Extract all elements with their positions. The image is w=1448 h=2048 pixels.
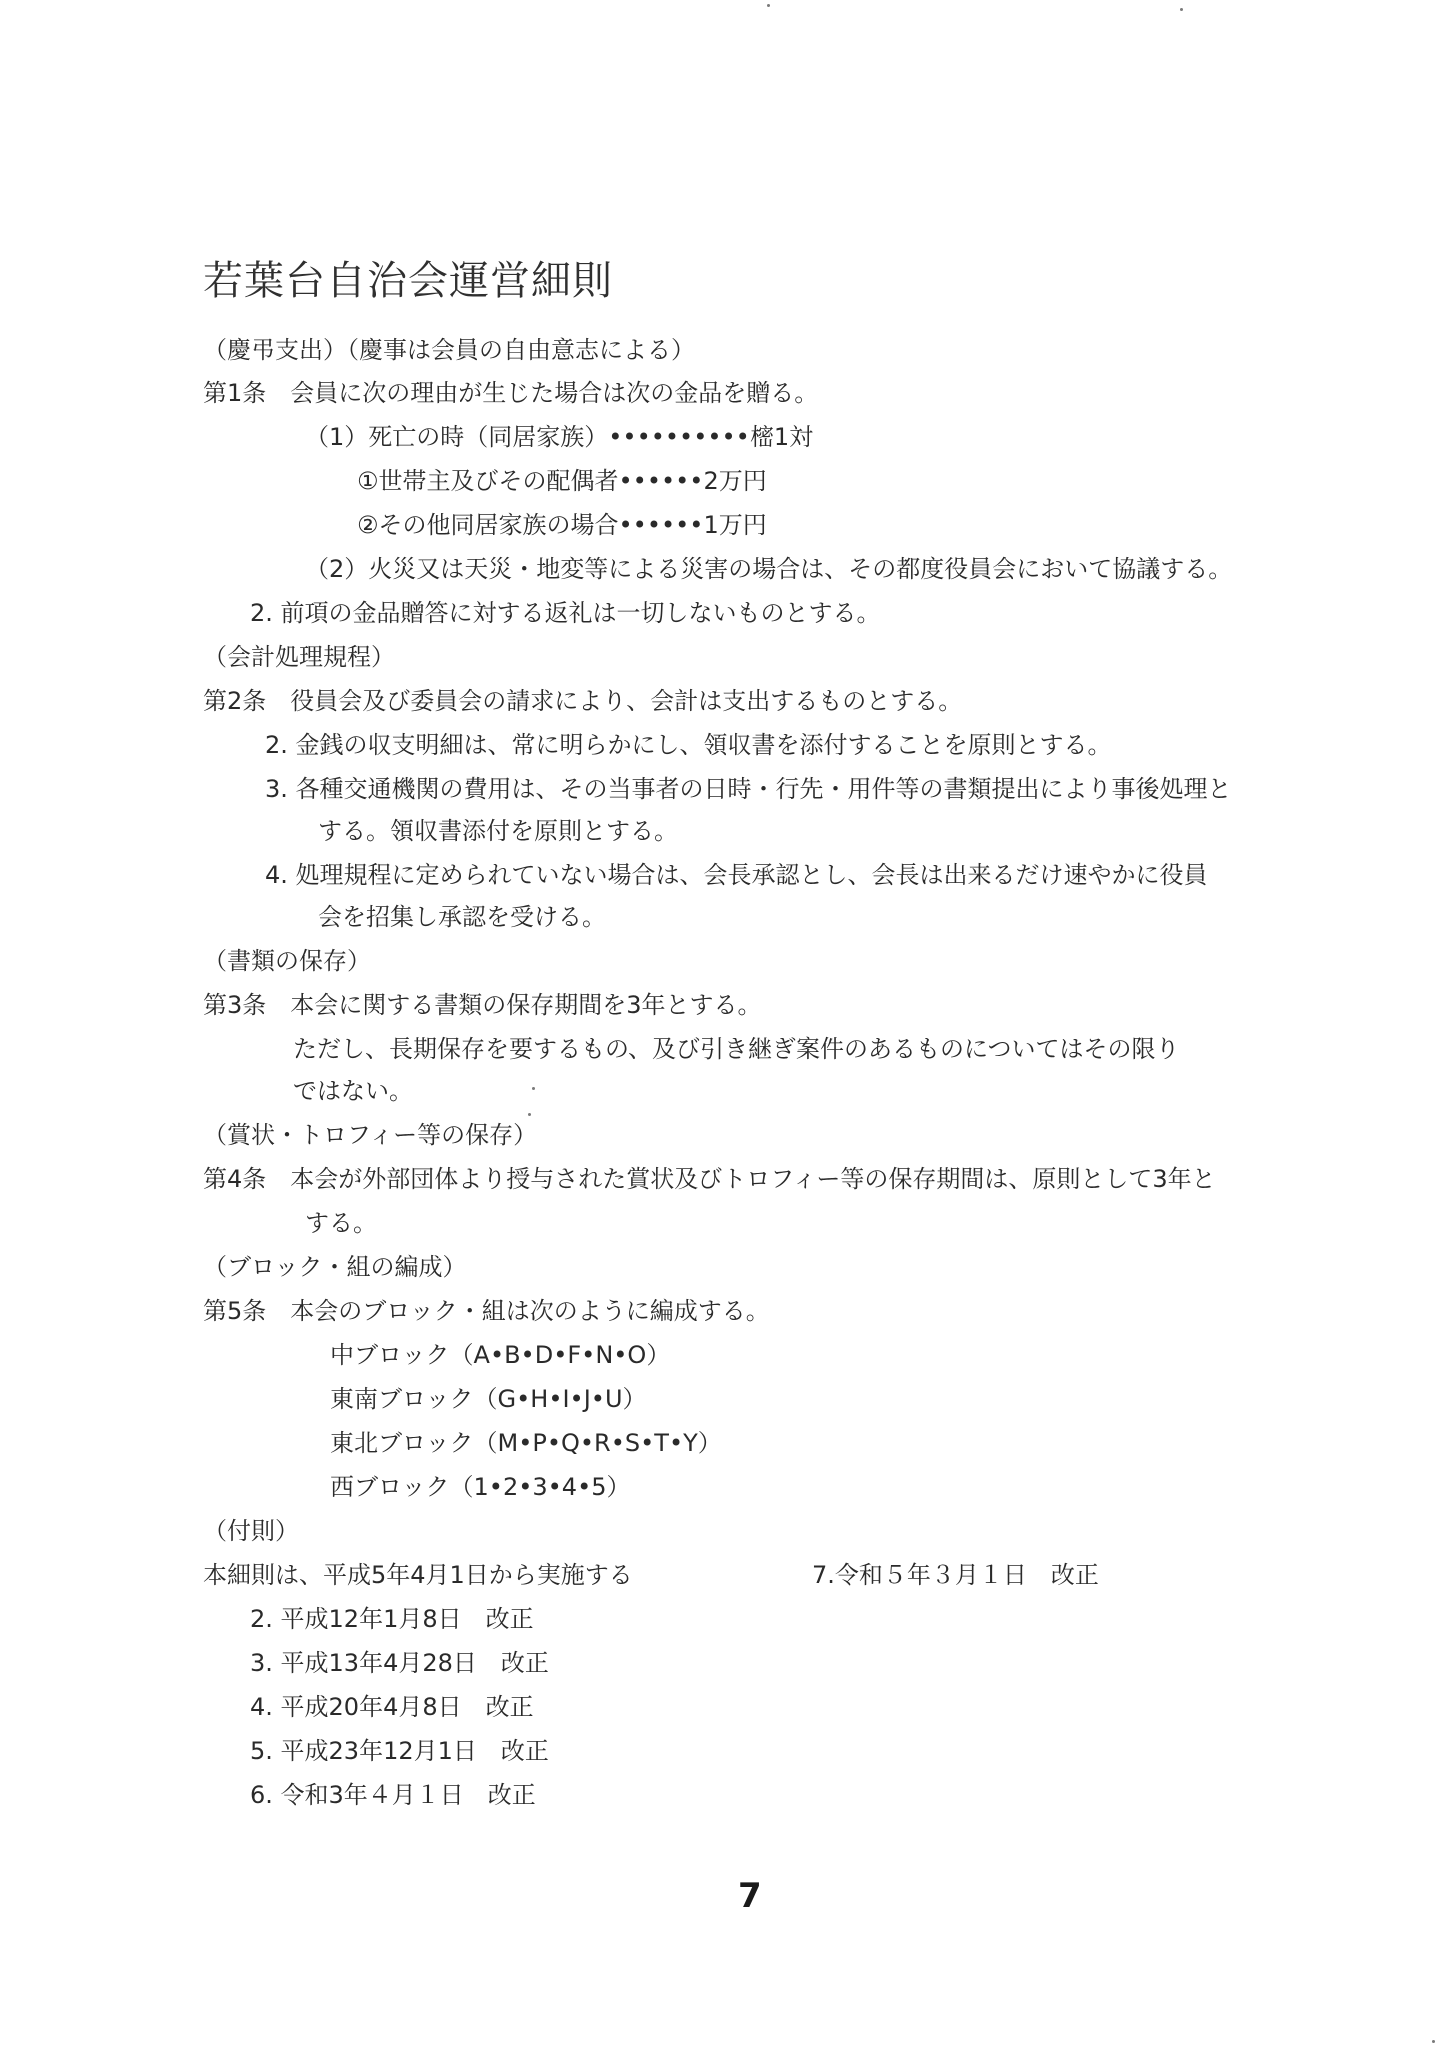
article-1-item-1-sub-2: ②その他同居家族の場合••••••1万円 [357, 511, 767, 539]
article-2-para-4: 4. 処理規程に定められていない場合は、会長承認とし、会長は出来るだけ速やかに役員 [265, 861, 1208, 889]
revision-3: 3. 平成13年4月28日 改正 [250, 1649, 549, 1677]
article-1-item-1-sub-1: ①世帯主及びその配偶者••••••2万円 [357, 467, 767, 495]
revision-5: 5. 平成23年12月1日 改正 [250, 1737, 549, 1765]
article-2: 第2条 役員会及び委員会の請求により、会計は支出するものとする。 [203, 687, 963, 715]
scan-speck [1180, 8, 1183, 11]
section-heading-documents: （書類の保存） [203, 947, 371, 975]
article-2-para-4-cont: 会を招集し承認を受ける。 [318, 903, 606, 931]
section-heading-supplementary: （付則） [203, 1517, 299, 1545]
revision-6: 6. 令和3年４月１日 改正 [250, 1781, 536, 1809]
article-4: 第4条 本会が外部団体より授与された賞状及びトロフィー等の保存期間は、原則として3年と [203, 1165, 1216, 1193]
block-west: 西ブロック（1•2•3•4•5） [330, 1473, 631, 1501]
section-heading-accounting: （会計処理規程） [203, 643, 395, 671]
article-1-item-2: （2）火災又は天災・地変等による災害の場合は、その都度役員会において協議する。 [305, 555, 1233, 583]
document-title: 若葉台自治会運営細則 [203, 258, 613, 304]
page-number: 7 [738, 1876, 762, 1916]
scan-speck [1432, 2040, 1435, 2043]
scan-speck [528, 1113, 531, 1116]
revision-7: 7.令和５年３月１日 改正 [812, 1561, 1099, 1589]
article-3-proviso-cont: ではない。 [293, 1077, 413, 1105]
article-1-item-1: （1）死亡の時（同居家族）••••••••••樒1対 [305, 423, 814, 451]
block-southeast: 東南ブロック（G•H•I•J•U） [330, 1385, 647, 1413]
article-3-proviso: ただし、長期保存を要するもの、及び引き継ぎ案件のあるものについてはその限り [293, 1035, 1180, 1063]
article-1-para-2: 2. 前項の金品贈答に対する返礼は一切しないものとする。 [250, 599, 881, 627]
article-1: 第1条 会員に次の理由が生じた場合は次の金品を贈る。 [203, 379, 819, 407]
supplementary-effective: 本細則は、平成5年4月1日から実施する [203, 1561, 633, 1589]
revision-2: 2. 平成12年1月8日 改正 [250, 1605, 534, 1633]
article-5: 第5条 本会のブロック・組は次のように編成する。 [203, 1297, 770, 1325]
block-central: 中ブロック（A•B•D•F•N•O） [330, 1341, 671, 1369]
section-heading-condolence: （慶弔支出）（慶事は会員の自由意志による） [203, 336, 695, 364]
article-2-para-3-cont: する。領収書添付を原則とする。 [318, 817, 678, 845]
article-4-cont: する。 [305, 1209, 377, 1237]
block-northeast: 東北ブロック（M•P•Q•R•S•T•Y） [330, 1429, 722, 1457]
article-3: 第3条 本会に関する書類の保存期間を3年とする。 [203, 991, 762, 1019]
article-2-para-2: 2. 金銭の収支明細は、常に明らかにし、領収書を添付することを原則とする。 [265, 731, 1112, 759]
article-2-para-3: 3. 各種交通機関の費用は、その当事者の日時・行先・用件等の書類提出により事後処理と [265, 775, 1232, 803]
section-heading-blocks: （ブロック・組の編成） [203, 1253, 467, 1281]
scan-speck [767, 4, 770, 7]
scan-speck [532, 1087, 535, 1090]
revision-4: 4. 平成20年4月8日 改正 [250, 1693, 534, 1721]
section-heading-trophies: （賞状・トロフィー等の保存） [203, 1121, 538, 1149]
